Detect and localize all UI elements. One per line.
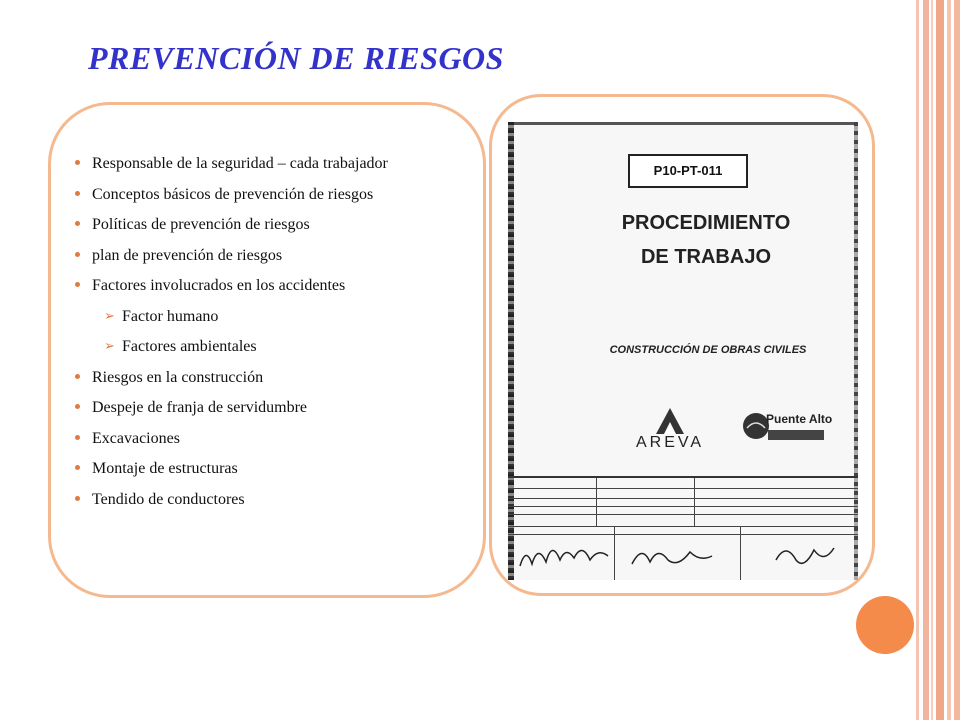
table-line [508, 514, 858, 515]
table-line [694, 478, 695, 526]
table-line [740, 526, 741, 580]
table-line [508, 498, 858, 499]
list-item: Tendido de conductores [74, 490, 474, 510]
list-item: ➢ Factor humano [74, 307, 474, 327]
list-item: Responsable de la seguridad – cada trabajador [74, 154, 474, 174]
list-item: Riesgos en la construcción [74, 368, 474, 388]
puente-alto-logo-text: Puente Alto [766, 412, 833, 426]
slide-title: PREVENCIÓN DE RIESGOS [88, 40, 504, 76]
list-item: Montaje de estructuras [74, 459, 474, 479]
decorative-stripes [916, 0, 960, 720]
list-item: Conceptos básicos de prevención de riesgos [74, 185, 474, 205]
table-line [596, 478, 597, 526]
revision-table [508, 476, 858, 580]
list-item: plan de prevención de riesgos [74, 246, 474, 266]
document-heading [606, 206, 806, 274]
bullet-list [74, 154, 474, 520]
list-item: ➢ Factores ambientales [74, 337, 474, 357]
list-item: Políticas de prevención de riesgos [74, 215, 474, 235]
list-item: Factores involucrados en los accidentes [74, 276, 474, 296]
areva-logo-text: AREVA [635, 434, 705, 451]
list-item: Excavaciones [74, 429, 474, 449]
document-code: P10-PT-011 [628, 154, 748, 188]
table-line [508, 526, 858, 527]
document-heading-line2: DE TRABAJO [640, 246, 771, 268]
table-line [508, 534, 858, 535]
table-line [508, 506, 858, 507]
scan-edge [508, 122, 858, 125]
document-scan [508, 122, 858, 580]
signature-icon [770, 538, 840, 574]
signature-icon [516, 536, 626, 576]
table-line [508, 488, 858, 489]
puente-alto-logo-icon [742, 404, 826, 448]
list-item: Despeje de franja de servidumbre [74, 398, 474, 418]
document-subtitle: CONSTRUCCIÓN DE OBRAS CIVILES [609, 344, 807, 356]
document-heading-line1: PROCEDIMIENTO [621, 212, 791, 234]
signature-icon [628, 538, 718, 574]
decorative-circle [856, 596, 914, 654]
